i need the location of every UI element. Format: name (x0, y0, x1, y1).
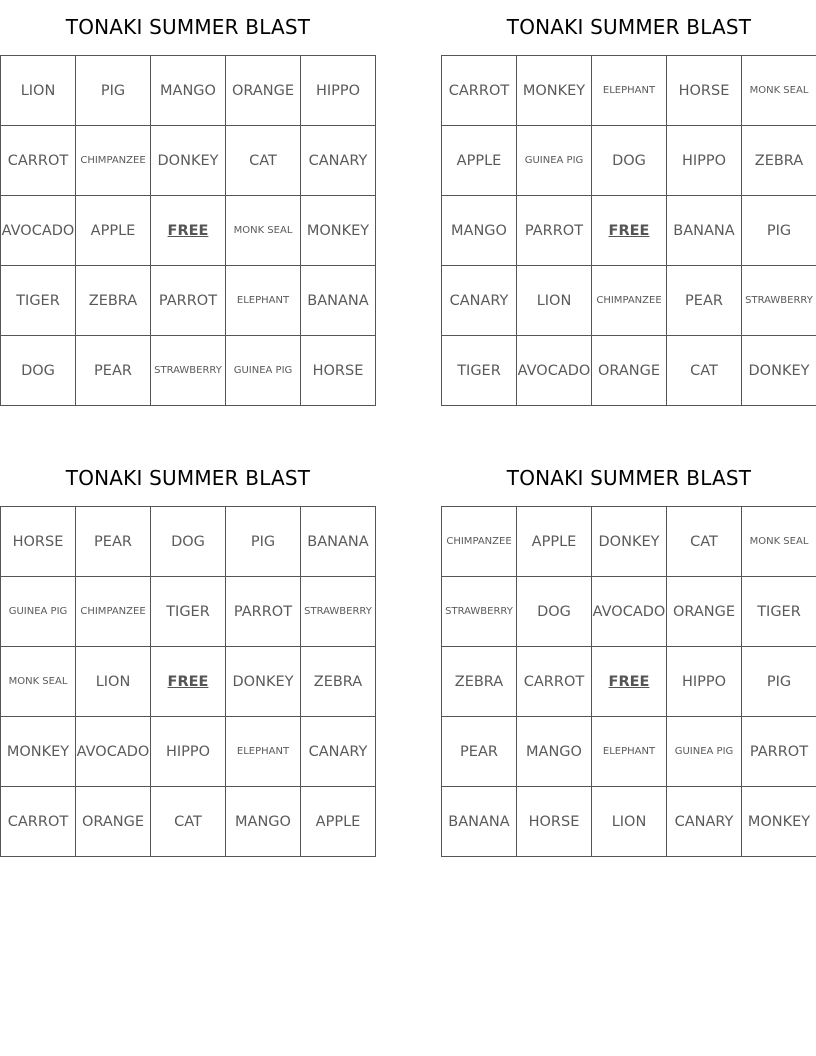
bingo-cell: TIGER (442, 336, 517, 406)
bingo-cell: CAT (667, 507, 742, 577)
bingo-cell: MANGO (517, 717, 592, 787)
bingo-grid (441, 55, 816, 406)
bingo-cell: PARROT (742, 717, 816, 787)
free-space-cell: FREE (151, 196, 226, 266)
bingo-cell: MONKEY (301, 196, 376, 266)
bingo-cell: PARROT (517, 196, 592, 266)
free-space-cell: FREE (151, 647, 226, 717)
bingo-cell: DOG (592, 126, 667, 196)
bingo-card-3 (0, 451, 376, 857)
bingo-cell: GUINEA PIG (1, 577, 76, 647)
bingo-cell: STRAWBERRY (742, 266, 816, 336)
bingo-cell: ORANGE (592, 336, 667, 406)
card-title: TONAKI SUMMER BLAST (506, 15, 752, 39)
bingo-grid (441, 506, 816, 857)
bingo-cell: DOG (151, 507, 226, 577)
bingo-cell: MONK SEAL (742, 507, 816, 577)
bingo-cell: HORSE (667, 56, 742, 126)
bingo-cell: APPLE (76, 196, 151, 266)
bingo-cell: CANARY (442, 266, 517, 336)
bingo-cell: DOG (517, 577, 592, 647)
bingo-cell: HIPPO (151, 717, 226, 787)
bingo-cell: CARROT (1, 787, 76, 857)
bingo-cell: ELEPHANT (226, 717, 301, 787)
bingo-cell: CHIMPANZEE (76, 126, 151, 196)
bingo-cell: ZEBRA (76, 266, 151, 336)
bingo-cell: AVOCADO (517, 336, 592, 406)
bingo-cell: STRAWBERRY (442, 577, 517, 647)
bingo-cell: MONK SEAL (742, 56, 816, 126)
card-title: TONAKI SUMMER BLAST (506, 466, 752, 490)
bingo-cell: HORSE (517, 787, 592, 857)
bingo-cell: AVOCADO (592, 577, 667, 647)
bingo-cell: PEAR (76, 336, 151, 406)
bingo-cell: PARROT (151, 266, 226, 336)
bingo-cell: MONK SEAL (1, 647, 76, 717)
bingo-cell: CAT (151, 787, 226, 857)
bingo-cell: LION (517, 266, 592, 336)
bingo-card-4 (441, 451, 816, 857)
bingo-cell: STRAWBERRY (301, 577, 376, 647)
bingo-cell: CANARY (301, 126, 376, 196)
bingo-cell: LION (592, 787, 667, 857)
bingo-cell: CANARY (667, 787, 742, 857)
bingo-cell: BANANA (442, 787, 517, 857)
bingo-cell: BANANA (301, 507, 376, 577)
bingo-cell: BANANA (667, 196, 742, 266)
bingo-cell: HORSE (301, 336, 376, 406)
bingo-cell: HIPPO (301, 56, 376, 126)
bingo-cell: PIG (742, 647, 816, 717)
bingo-cell: TIGER (151, 577, 226, 647)
free-space-cell: FREE (592, 647, 667, 717)
bingo-cell: ELEPHANT (592, 56, 667, 126)
bingo-cell: MONK SEAL (226, 196, 301, 266)
card-title: TONAKI SUMMER BLAST (65, 15, 311, 39)
bingo-cell: CAT (226, 126, 301, 196)
bingo-cell: PARROT (226, 577, 301, 647)
bingo-cell: HIPPO (667, 126, 742, 196)
bingo-cell: STRAWBERRY (151, 336, 226, 406)
bingo-cell: APPLE (442, 126, 517, 196)
bingo-cell: BANANA (301, 266, 376, 336)
bingo-cell: PIG (76, 56, 151, 126)
card-title: TONAKI SUMMER BLAST (65, 466, 311, 490)
bingo-cell: CARROT (442, 56, 517, 126)
bingo-cell: ZEBRA (301, 647, 376, 717)
bingo-cell: AVOCADO (76, 717, 151, 787)
bingo-cell: GUINEA PIG (517, 126, 592, 196)
bingo-cell: PIG (742, 196, 816, 266)
bingo-cell: GUINEA PIG (667, 717, 742, 787)
bingo-cell: TIGER (742, 577, 816, 647)
bingo-cell: PEAR (442, 717, 517, 787)
bingo-card-1 (0, 0, 376, 406)
bingo-cell: ORANGE (226, 56, 301, 126)
bingo-cell: TIGER (1, 266, 76, 336)
bingo-cell: DONKEY (742, 336, 816, 406)
bingo-cell: DOG (1, 336, 76, 406)
bingo-cell: ZEBRA (742, 126, 816, 196)
bingo-cell: CANARY (301, 717, 376, 787)
bingo-cell: DONKEY (151, 126, 226, 196)
bingo-cell: ZEBRA (442, 647, 517, 717)
bingo-card-2 (441, 0, 816, 406)
bingo-cell: HIPPO (667, 647, 742, 717)
bingo-cell: MANGO (442, 196, 517, 266)
bingo-cell: CAT (667, 336, 742, 406)
bingo-cell: APPLE (301, 787, 376, 857)
bingo-cell: CHIMPANZEE (592, 266, 667, 336)
bingo-cell: MANGO (151, 56, 226, 126)
bingo-cell: CARROT (1, 126, 76, 196)
bingo-cell: LION (76, 647, 151, 717)
bingo-cell: PEAR (667, 266, 742, 336)
bingo-cell: DONKEY (592, 507, 667, 577)
bingo-cell: MANGO (226, 787, 301, 857)
bingo-cell: ELEPHANT (592, 717, 667, 787)
bingo-cell: APPLE (517, 507, 592, 577)
bingo-cell: AVOCADO (1, 196, 76, 266)
free-space-cell: FREE (592, 196, 667, 266)
bingo-cell: MONKEY (517, 56, 592, 126)
bingo-cell: ELEPHANT (226, 266, 301, 336)
bingo-cell: LION (1, 56, 76, 126)
bingo-cell: MONKEY (742, 787, 816, 857)
bingo-grid (0, 506, 376, 857)
bingo-cell: CARROT (517, 647, 592, 717)
bingo-cell: CHIMPANZEE (76, 577, 151, 647)
bingo-cell: DONKEY (226, 647, 301, 717)
bingo-cell: PIG (226, 507, 301, 577)
bingo-cell: MONKEY (1, 717, 76, 787)
bingo-cell: ORANGE (667, 577, 742, 647)
bingo-cell: HORSE (1, 507, 76, 577)
bingo-grid (0, 55, 376, 406)
bingo-cell: ORANGE (76, 787, 151, 857)
bingo-cell: PEAR (76, 507, 151, 577)
bingo-cell: GUINEA PIG (226, 336, 301, 406)
bingo-cell: CHIMPANZEE (442, 507, 517, 577)
